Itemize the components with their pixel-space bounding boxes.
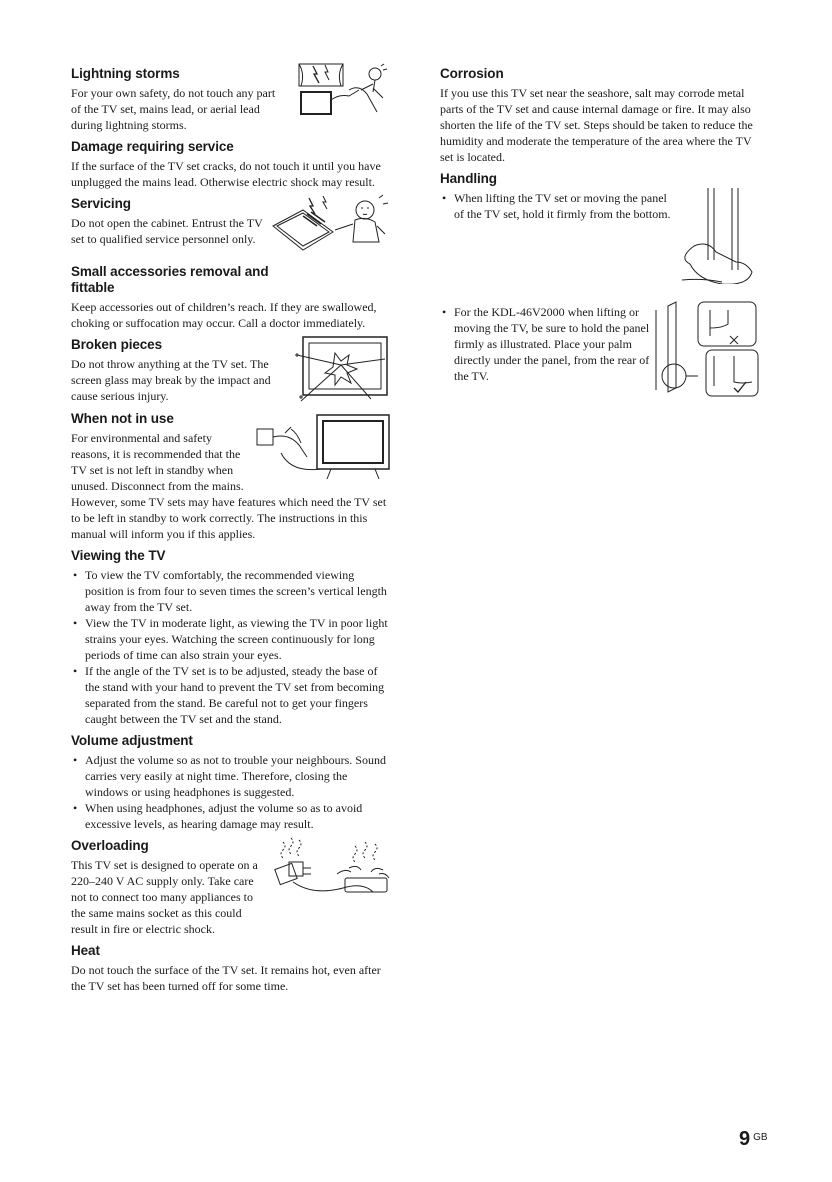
- section-body: For your own safety, do not touch any part of the TV set, mains lead, or aerial lead during lightning storms.: [71, 86, 276, 132]
- page-number-value: 9: [739, 1128, 751, 1150]
- section-title: Lightning storms: [71, 66, 180, 81]
- page-number: [739, 1128, 768, 1151]
- section-title: Heat: [71, 943, 100, 958]
- bullet-list: [71, 567, 391, 727]
- list-item: • If the angle of the TV set is to be adjusted, steady the base of the stand with your hand to prevent the TV set from becoming separated from the stand. Be careful not to get your fingers caught between the TV set and the stand.: [71, 663, 391, 727]
- left-column: [71, 66, 391, 1000]
- right-column: [440, 66, 760, 406]
- section-body: Do not open the cabinet. Entrust the TV set to qualified service personnel only.: [71, 216, 263, 246]
- section-corrosion: [440, 66, 760, 165]
- section-handling: [440, 171, 760, 400]
- list-item: • When lifting the TV set or moving the panel of the TV set, hold it firmly from the bottom.: [440, 190, 674, 222]
- section-title: Damage requiring service: [71, 139, 234, 154]
- broken-pieces-illustration: [291, 333, 391, 405]
- lightning-illustration: [295, 60, 391, 122]
- bullet-list: [71, 752, 391, 832]
- unplug-illustration: [251, 413, 391, 481]
- section-damage-requiring-service: [71, 139, 391, 190]
- section-heat: [71, 943, 391, 994]
- overloaded-socket-illustration: [269, 834, 391, 906]
- section-body: This TV set is designed to operate on a 220–240 V AC supply only. Take care not to connect too many appliances to the same mains socket as this could result in fire or electric shock.: [71, 858, 258, 936]
- section-overloading: [71, 838, 391, 937]
- section-body: Do not touch the surface of the TV set. It remains hot, even after the TV set has been turned off for some time.: [71, 963, 381, 993]
- servicing-illustration: [267, 192, 391, 258]
- section-servicing: [71, 196, 391, 258]
- section-title: Broken pieces: [71, 337, 162, 352]
- section-body: For environmental and safety reasons, it is recommended that the TV set is not left in standby when unused. Disconnect from the mains. However, some TV sets may have features which need the TV set to be left in standby to work correctly. The instructions in this manual will inform you if this applies.: [71, 431, 387, 541]
- section-volume-adjustment: [71, 733, 391, 832]
- section-title: Viewing the TV: [71, 548, 166, 563]
- hold-panel-illustration: [654, 300, 760, 400]
- section-broken-pieces: [71, 337, 391, 405]
- section-lightning-storms: [71, 66, 391, 133]
- lift-from-bottom-illustration: [680, 188, 760, 284]
- list-item: • Adjust the volume so as not to trouble your neighbours. Sound carries very easily at night time. Therefore, closing the windows or using headphones is suggested.: [71, 752, 391, 800]
- section-body: Do not throw anything at the TV set. The screen glass may break by the impact and cause serious injury.: [71, 357, 271, 403]
- section-body: If you use this TV set near the seashore, salt may corrode metal parts of the TV set and cause internal damage or fire. It may also shorten the life of the TV set. Steps should be taken to reduce the humidity and moderate the temperature of the area where the TV set is located.: [440, 86, 753, 164]
- list-item: • When using headphones, adjust the volume so as to avoid excessive levels, as hearing damage may result.: [71, 800, 391, 832]
- section-title: When not in use: [71, 411, 174, 426]
- list-item: • For the KDL-46V2000 when lifting or moving the TV, be sure to hold the panel firmly as illustrated. Place your palm directly under the panel, from the rear of the TV.: [440, 304, 659, 384]
- section-viewing-the-tv: [71, 548, 391, 727]
- section-title: Volume adjustment: [71, 733, 193, 748]
- section-title: Handling: [440, 171, 497, 186]
- section-small-accessories: [71, 264, 391, 331]
- section-title: Small accessories removal and fittable: [71, 264, 269, 295]
- section-title: Servicing: [71, 196, 131, 211]
- section-title: Corrosion: [440, 66, 504, 81]
- list-item: • View the TV in moderate light, as viewing the TV in poor light strains your eyes. Watching the screen continuously for long periods of time can also strain your eyes.: [71, 615, 391, 663]
- section-body: If the surface of the TV set cracks, do not touch it until you have unplugged the mains lead. Otherwise electric shock may result.: [71, 159, 381, 189]
- section-when-not-in-use: [71, 411, 391, 542]
- list-item: • To view the TV comfortably, the recommended viewing position is from four to seven times the screen’s vertical length away from the TV set.: [71, 567, 391, 615]
- handling-content: [440, 190, 760, 384]
- page-number-suffix: GB: [753, 1132, 768, 1143]
- section-body: Keep accessories out of children’s reach. If they are swallowed, choking or suffocation may occur. Call a doctor immediately.: [71, 300, 377, 330]
- section-title: Overloading: [71, 838, 149, 853]
